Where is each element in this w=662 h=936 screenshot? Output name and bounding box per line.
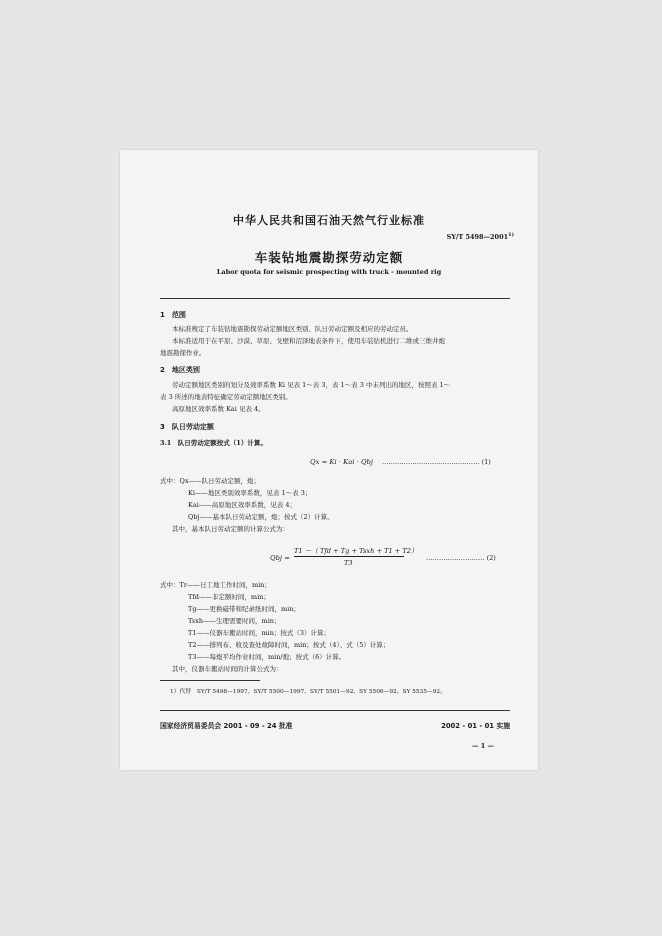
equation-2-numerator: T1 －（ Tfd + Tg + Tsxh + T1 + T2） <box>294 547 418 555</box>
section-2-para-1: 劳动定额地区类别的划分及效率系数 Ki 见表 1～表 3，表 1～表 3 中未列出的地区，按照表 1～ <box>172 381 451 389</box>
where-1-ki: Ki——地区类别效率系数，见表 1～表 3； <box>188 489 312 497</box>
where-2-tg: Tg——更换磁带和纪录纸时间，min； <box>188 605 300 613</box>
basic-quota-intro: 其中，基本队日劳动定额的计算公式为： <box>172 525 289 533</box>
equation-2-fraction-line <box>294 556 404 557</box>
section-2-para-1-cont: 表 3 所述的地表特征确定劳动定额地区类别。 <box>160 393 292 401</box>
equation-2-denominator: T3 <box>344 559 353 567</box>
section-1-heading: 1 范围 <box>160 311 186 319</box>
section-2-heading: 2 地区类别 <box>160 366 200 374</box>
where-1-qbj: Qbj——基本队日劳动定额，炮；按式（2）计算。 <box>188 513 334 521</box>
section-1-para-2: 本标准适用于在平原、沙漠、草原、戈壁和沼泽地表条件下，使用车装钻机进行二维或三维井炮 <box>172 337 445 345</box>
document-title: 车装钻地震勘探劳动定额 <box>254 250 404 265</box>
move-time-intro: 其中，仪器车搬站时间的计算公式为： <box>172 665 283 673</box>
english-title: Labor quota for seismic prospecting with truck - mounted rig <box>216 268 442 276</box>
standard-number: SY/T 5498—2001$^{1)}$ <box>446 232 514 242</box>
title-rule <box>160 298 510 299</box>
where-1-qx: 式中：Qx——队日劳动定额，炮； <box>160 477 260 485</box>
where-2-tr: 式中：Tr——日工地工作时间，min； <box>160 581 271 589</box>
footer-rule <box>160 710 510 711</box>
approval-date: 国家经济贸易委员会 2001 - 09 - 24 批准 <box>160 722 293 730</box>
where-2-tsxh: Tsxh——生理需要时间，min； <box>188 617 281 625</box>
where-1-kai: Kai——高原地区效率系数，见表 4； <box>188 501 297 509</box>
where-2-t3: T3——每炮平均作业时间，min/炮；按式（6）计算。 <box>188 653 346 661</box>
document-page <box>120 150 538 770</box>
footnote-rule <box>160 680 260 681</box>
issuing-organization: 中华人民共和国石油天然气行业标准 <box>233 214 425 227</box>
where-2-t2: T2——排列布、收及查处故障时间，min；按式（4）、式（5）计算； <box>188 641 390 649</box>
effective-date: 2002 - 01 - 01 实施 <box>441 722 510 730</box>
section-1-para-2-cont: 地震勘探作业。 <box>160 349 206 357</box>
section-2-para-2: 高原地区效率系数 Kai 见表 4。 <box>172 405 265 413</box>
equation-2-number: ……………………… (2) <box>426 554 496 562</box>
equation-2-lhs: Qbj = <box>270 554 290 562</box>
equation-1: Qx = Ki · Kai · Qbj <box>310 458 373 466</box>
equation-1-number: ……………………………………… (1) <box>382 458 491 466</box>
where-2-t1: T1——仪器车搬站时间，min；按式（3）计算； <box>188 629 331 637</box>
clause-3-1: 3.1 队日劳动定额按式（1）计算。 <box>160 439 267 447</box>
where-2-tfd: Tfd——非定额时间，min； <box>188 593 270 601</box>
page-number: — 1 — <box>471 742 494 750</box>
section-1-para-1: 本标准规定了车装钻地震勘探劳动定额地区类别、队日劳动定额及相应的劳动定员。 <box>172 325 413 333</box>
section-3-heading: 3 队日劳动定额 <box>160 423 214 431</box>
footnote: 1）代替 SY/T 5498—1997、SY/T 5500—1997、SY/T 5501—92、SY 5506—92、SY 5535—92。 <box>170 689 446 695</box>
